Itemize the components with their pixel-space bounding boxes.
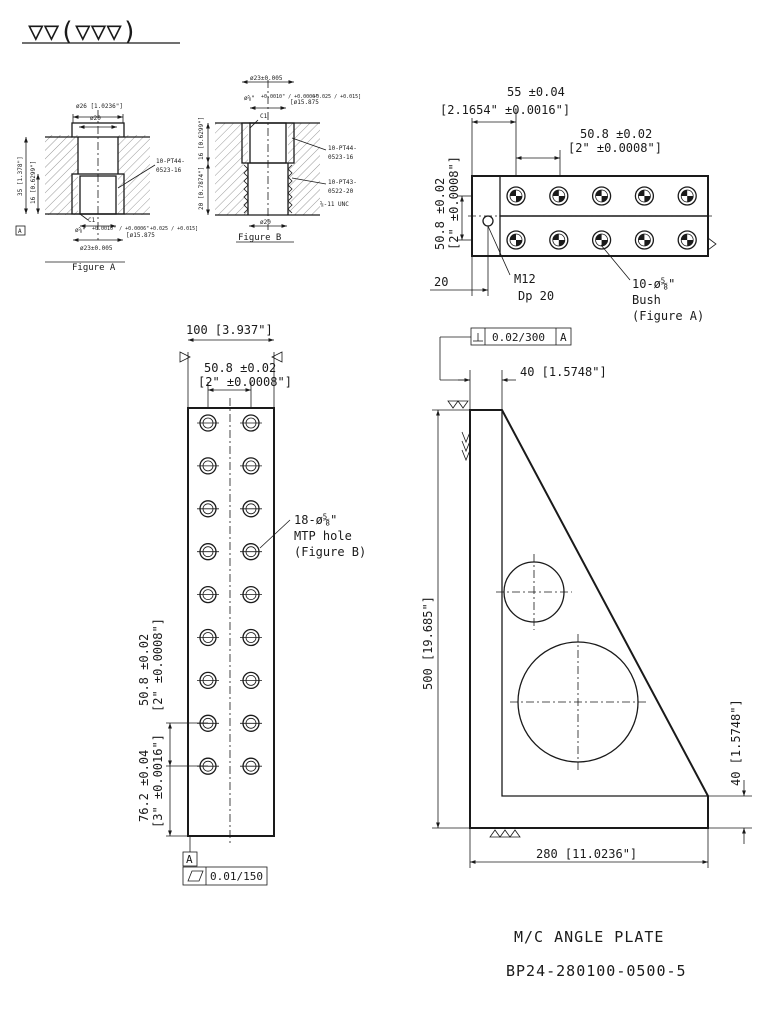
sv-perp: 0.02/300 bbox=[492, 331, 545, 344]
fig-a-caption: Figure A bbox=[72, 263, 116, 273]
mtp-hole bbox=[240, 587, 262, 603]
mtp-hole bbox=[240, 415, 262, 431]
fig-a-depth-16: 16 [0.6299"] bbox=[30, 160, 37, 204]
fv-width: 100 [3.937"] bbox=[186, 323, 273, 337]
fig-b-thread: ⅝-11 UNC bbox=[320, 201, 349, 208]
front-view bbox=[166, 340, 290, 885]
bush-hole bbox=[593, 231, 611, 249]
fig-b-callout-a2: 0523-16 bbox=[328, 154, 354, 161]
tv-dim-508-in: [2" ±0.0008"] bbox=[568, 141, 662, 155]
tv-dim-v508: 50.8 ±0.02 bbox=[433, 177, 447, 250]
fig-b-depth-20: 20 [0.7874"] bbox=[198, 166, 205, 210]
tv-dim-55-in: [2.1654" ±0.0016"] bbox=[440, 103, 571, 117]
sv-dim-40-top: 40 [1.5748"] bbox=[520, 365, 607, 379]
fv-mtp-2: MTP hole bbox=[294, 529, 352, 543]
bush-hole bbox=[678, 231, 696, 249]
fig-b-callout-a1: 10-PT44- bbox=[328, 145, 357, 152]
bush-hole bbox=[635, 231, 653, 249]
fv-v-762-in: [3" ±0.0016"] bbox=[151, 734, 165, 828]
fv-datum: A bbox=[186, 853, 193, 866]
fig-a-bore-main: ø⅝" bbox=[75, 227, 86, 234]
bush-hole bbox=[635, 187, 653, 205]
fig-b-bore-metric-tol: +0.025 / +0.015] bbox=[313, 94, 362, 100]
tv-bush-1: 10-ø⅝" bbox=[632, 277, 676, 291]
fig-a-depth-35: 35 [1.378"] bbox=[17, 156, 24, 196]
mtp-hole bbox=[240, 630, 262, 646]
mtp-hole bbox=[197, 758, 219, 774]
fv-pitch-in: [2" ±0.0008"] bbox=[198, 375, 292, 389]
fig-a-bore-metric-tol: +0.025 / +0.015] bbox=[150, 226, 199, 232]
front-view-holes bbox=[197, 415, 262, 774]
title-name: M/C ANGLE PLATE bbox=[514, 928, 665, 946]
fv-mtp-1: 18-ø⅝" bbox=[294, 513, 338, 527]
sv-perp-datum: A bbox=[560, 331, 567, 344]
bush-hole bbox=[550, 231, 568, 249]
fig-b-caption: Figure B bbox=[238, 233, 282, 243]
mtp-hole bbox=[197, 672, 219, 688]
tv-bush-3: (Figure A) bbox=[632, 309, 705, 323]
fig-a-datum: A bbox=[18, 228, 22, 235]
fv-v-762: 76.2 ±0.04 bbox=[137, 749, 151, 822]
fig-b-chamfer: C1 bbox=[260, 113, 268, 120]
fig-b-top-dia: ø23±0.005 bbox=[250, 75, 283, 82]
sv-height: 500 [19.685"] bbox=[421, 596, 435, 690]
fig-b-inner-dia: ø20 bbox=[260, 219, 271, 226]
fig-a-callout-2: 0523-16 bbox=[156, 167, 182, 174]
side-view bbox=[432, 328, 752, 868]
tv-dim-20: 20 bbox=[434, 275, 449, 289]
surface-symbol-text: ▽▽(▽▽▽) bbox=[28, 17, 138, 47]
surface-finish-symbol bbox=[22, 17, 180, 47]
mtp-hole bbox=[240, 715, 262, 731]
mtp-hole bbox=[197, 458, 219, 474]
mtp-hole bbox=[197, 630, 219, 646]
sv-dim-40-right: 40 [1.5748"] bbox=[729, 699, 743, 786]
mtp-hole bbox=[240, 501, 262, 517]
mtp-hole bbox=[240, 672, 262, 688]
mtp-hole bbox=[197, 544, 219, 560]
fig-b-bore-tol: +0.0010" / +0.0006" bbox=[261, 94, 319, 100]
fv-v-pitch-in: [2" ±0.0008"] bbox=[151, 618, 165, 712]
bush-hole bbox=[678, 187, 696, 205]
tv-dim-v508-in: [2" ±0.0008"] bbox=[447, 156, 461, 250]
mtp-hole bbox=[240, 758, 262, 774]
fig-b-bore-main: ø⅝" bbox=[244, 95, 255, 102]
tv-dim-55: 55 ±0.04 bbox=[507, 85, 565, 99]
fv-mtp-3: (Figure B) bbox=[294, 545, 367, 559]
fig-b-callout-b1: 10-PT43- bbox=[328, 179, 357, 186]
fv-pitch: 50.8 ±0.02 bbox=[204, 361, 277, 375]
bush-hole bbox=[593, 187, 611, 205]
mtp-hole bbox=[197, 501, 219, 517]
fv-flatness: 0.01/150 bbox=[210, 870, 263, 883]
tv-dp20: Dp 20 bbox=[518, 289, 555, 303]
fig-a-chamfer: C1 bbox=[88, 217, 96, 224]
fig-b-callout-b2: 0522-20 bbox=[328, 188, 354, 195]
tv-bush-2: Bush bbox=[632, 293, 661, 307]
bush-hole bbox=[507, 231, 525, 249]
fv-v-pitch: 50.8 ±0.02 bbox=[137, 633, 151, 706]
fig-a-inner-dia: ø20 bbox=[90, 115, 101, 122]
mtp-hole bbox=[197, 415, 219, 431]
fig-a-top-dia: ø26 [1.0236"] bbox=[76, 103, 123, 110]
fig-b-bore-metric: [ø15.875 bbox=[290, 99, 319, 106]
fig-a-bore-metric: [ø15.875 bbox=[126, 232, 155, 239]
fig-a-bore-tol: +0.0010" / +0.0006" bbox=[92, 226, 150, 232]
mtp-hole bbox=[197, 715, 219, 731]
tv-dim-508: 50.8 ±0.02 bbox=[580, 127, 653, 141]
mtp-hole bbox=[240, 458, 262, 474]
mtp-hole bbox=[240, 544, 262, 560]
fig-b-depth-16: 16 [0.6299"] bbox=[198, 116, 205, 160]
top-view-bushes bbox=[507, 187, 696, 249]
tv-m12: M12 bbox=[514, 272, 536, 286]
bush-hole bbox=[507, 187, 525, 205]
sv-length: 280 [11.0236"] bbox=[536, 847, 638, 861]
fig-a-outer-dia: ø23±0.005 bbox=[80, 245, 113, 252]
top-view bbox=[430, 110, 716, 296]
fig-a-callout-1: 10-PT44- bbox=[156, 158, 185, 165]
title-code: BP24-280100-0500-5 bbox=[506, 962, 687, 980]
mtp-hole bbox=[197, 587, 219, 603]
bush-hole bbox=[550, 187, 568, 205]
